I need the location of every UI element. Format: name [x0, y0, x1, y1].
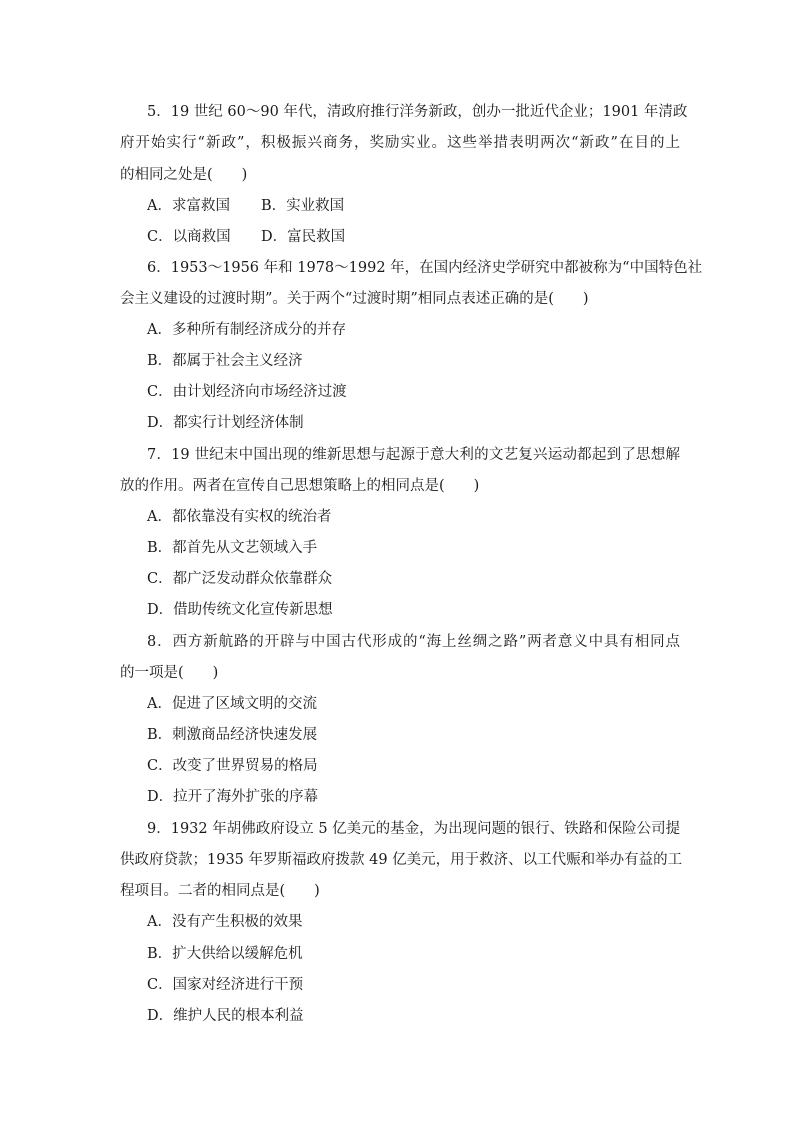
question-5-option-b[interactable]: B．实业救国 — [261, 198, 345, 214]
question-7-option-c[interactable]: C．都广泛发动群众依靠群众 — [147, 571, 333, 587]
question-5-line-3: 的相同之处是( ) — [120, 167, 248, 183]
question-9-option-b[interactable]: B．扩大供给以缓解危机 — [147, 946, 303, 962]
question-6-option-c[interactable]: C．由计划经济向市场经济过渡 — [147, 384, 347, 400]
question-5-options-row-1 — [147, 196, 707, 216]
question-6-option-b[interactable]: B．都属于社会主义经济 — [147, 353, 303, 369]
question-5-options-row-2 — [147, 227, 707, 247]
question-7-line-2: 放的作用。两者在宣传自己思想策略上的相同点是( ) — [120, 478, 480, 494]
question-7-line-1: 7．19 世纪末中国出现的维新思想与起源于意大利的文艺复兴运动都起到了思想解 — [147, 447, 680, 463]
question-9-line-2: 供政府贷款；1935 年罗斯福政府拨款 49 亿美元，用于救济、以工代赈和举办有益的工 — [120, 852, 683, 868]
question-5-option-a[interactable]: A．求富救国 — [147, 198, 230, 214]
question-6-option-a[interactable]: A．多种所有制经济成分的并存 — [147, 322, 346, 338]
question-9-line-3: 程项目。二者的相同点是( ) — [120, 883, 320, 899]
question-9-line-1: 9．1932 年胡佛政府设立 5 亿美元的基金，为出现问题的银行、铁路和保险公司提 — [147, 821, 681, 837]
question-8-line-2: 的一项是( ) — [120, 665, 219, 681]
question-5-line-2: 府开始实行“新政”，积极振兴商务，奖励实业。这些举措表明两次“新政”在目的上 — [120, 135, 680, 151]
question-7-option-b[interactable]: B．都首先从文艺领域入手 — [147, 540, 318, 556]
question-6-line-2: 会主义建设的过渡时期”。关于两个“过渡时期”相同点表述正确的是( ) — [120, 291, 589, 307]
question-5-option-d[interactable]: D．富民救国 — [261, 229, 346, 245]
question-8-option-c[interactable]: C．改变了世界贸易的格局 — [147, 758, 318, 774]
question-9-option-c[interactable]: C．国家对经济进行干预 — [147, 977, 304, 993]
question-6-option-d[interactable]: D．都实行计划经济体制 — [147, 415, 304, 431]
question-6-line-1: 6．1953～1956 年和 1978～1992 年，在国内经济史学研究中都被称为“中国特色社 — [147, 260, 703, 276]
question-8-option-b[interactable]: B．刺激商品经济快速发展 — [147, 727, 318, 743]
question-8-line-1: 8．西方新航路的开辟与中国古代形成的“海上丝绸之路”两者意义中具有相同点 — [147, 634, 680, 650]
question-7-option-a[interactable]: A．都依靠没有实权的统治者 — [147, 509, 332, 525]
question-5-line-1: 5．19 世纪 60～90 年代，清政府推行洋务新政，创办一批近代企业；1901 年清政 — [147, 104, 688, 120]
question-5-option-c[interactable]: C．以商救国 — [147, 229, 231, 245]
question-8-option-d[interactable]: D．拉开了海外扩张的序幕 — [147, 789, 319, 805]
question-8-option-a[interactable]: A．促进了区域文明的交流 — [147, 696, 317, 712]
question-9-option-a[interactable]: A．没有产生积极的效果 — [147, 914, 303, 930]
question-9-option-d[interactable]: D．维护人民的根本利益 — [147, 1008, 304, 1024]
question-7-option-d[interactable]: D．借助传统文化宣传新思想 — [147, 602, 333, 618]
